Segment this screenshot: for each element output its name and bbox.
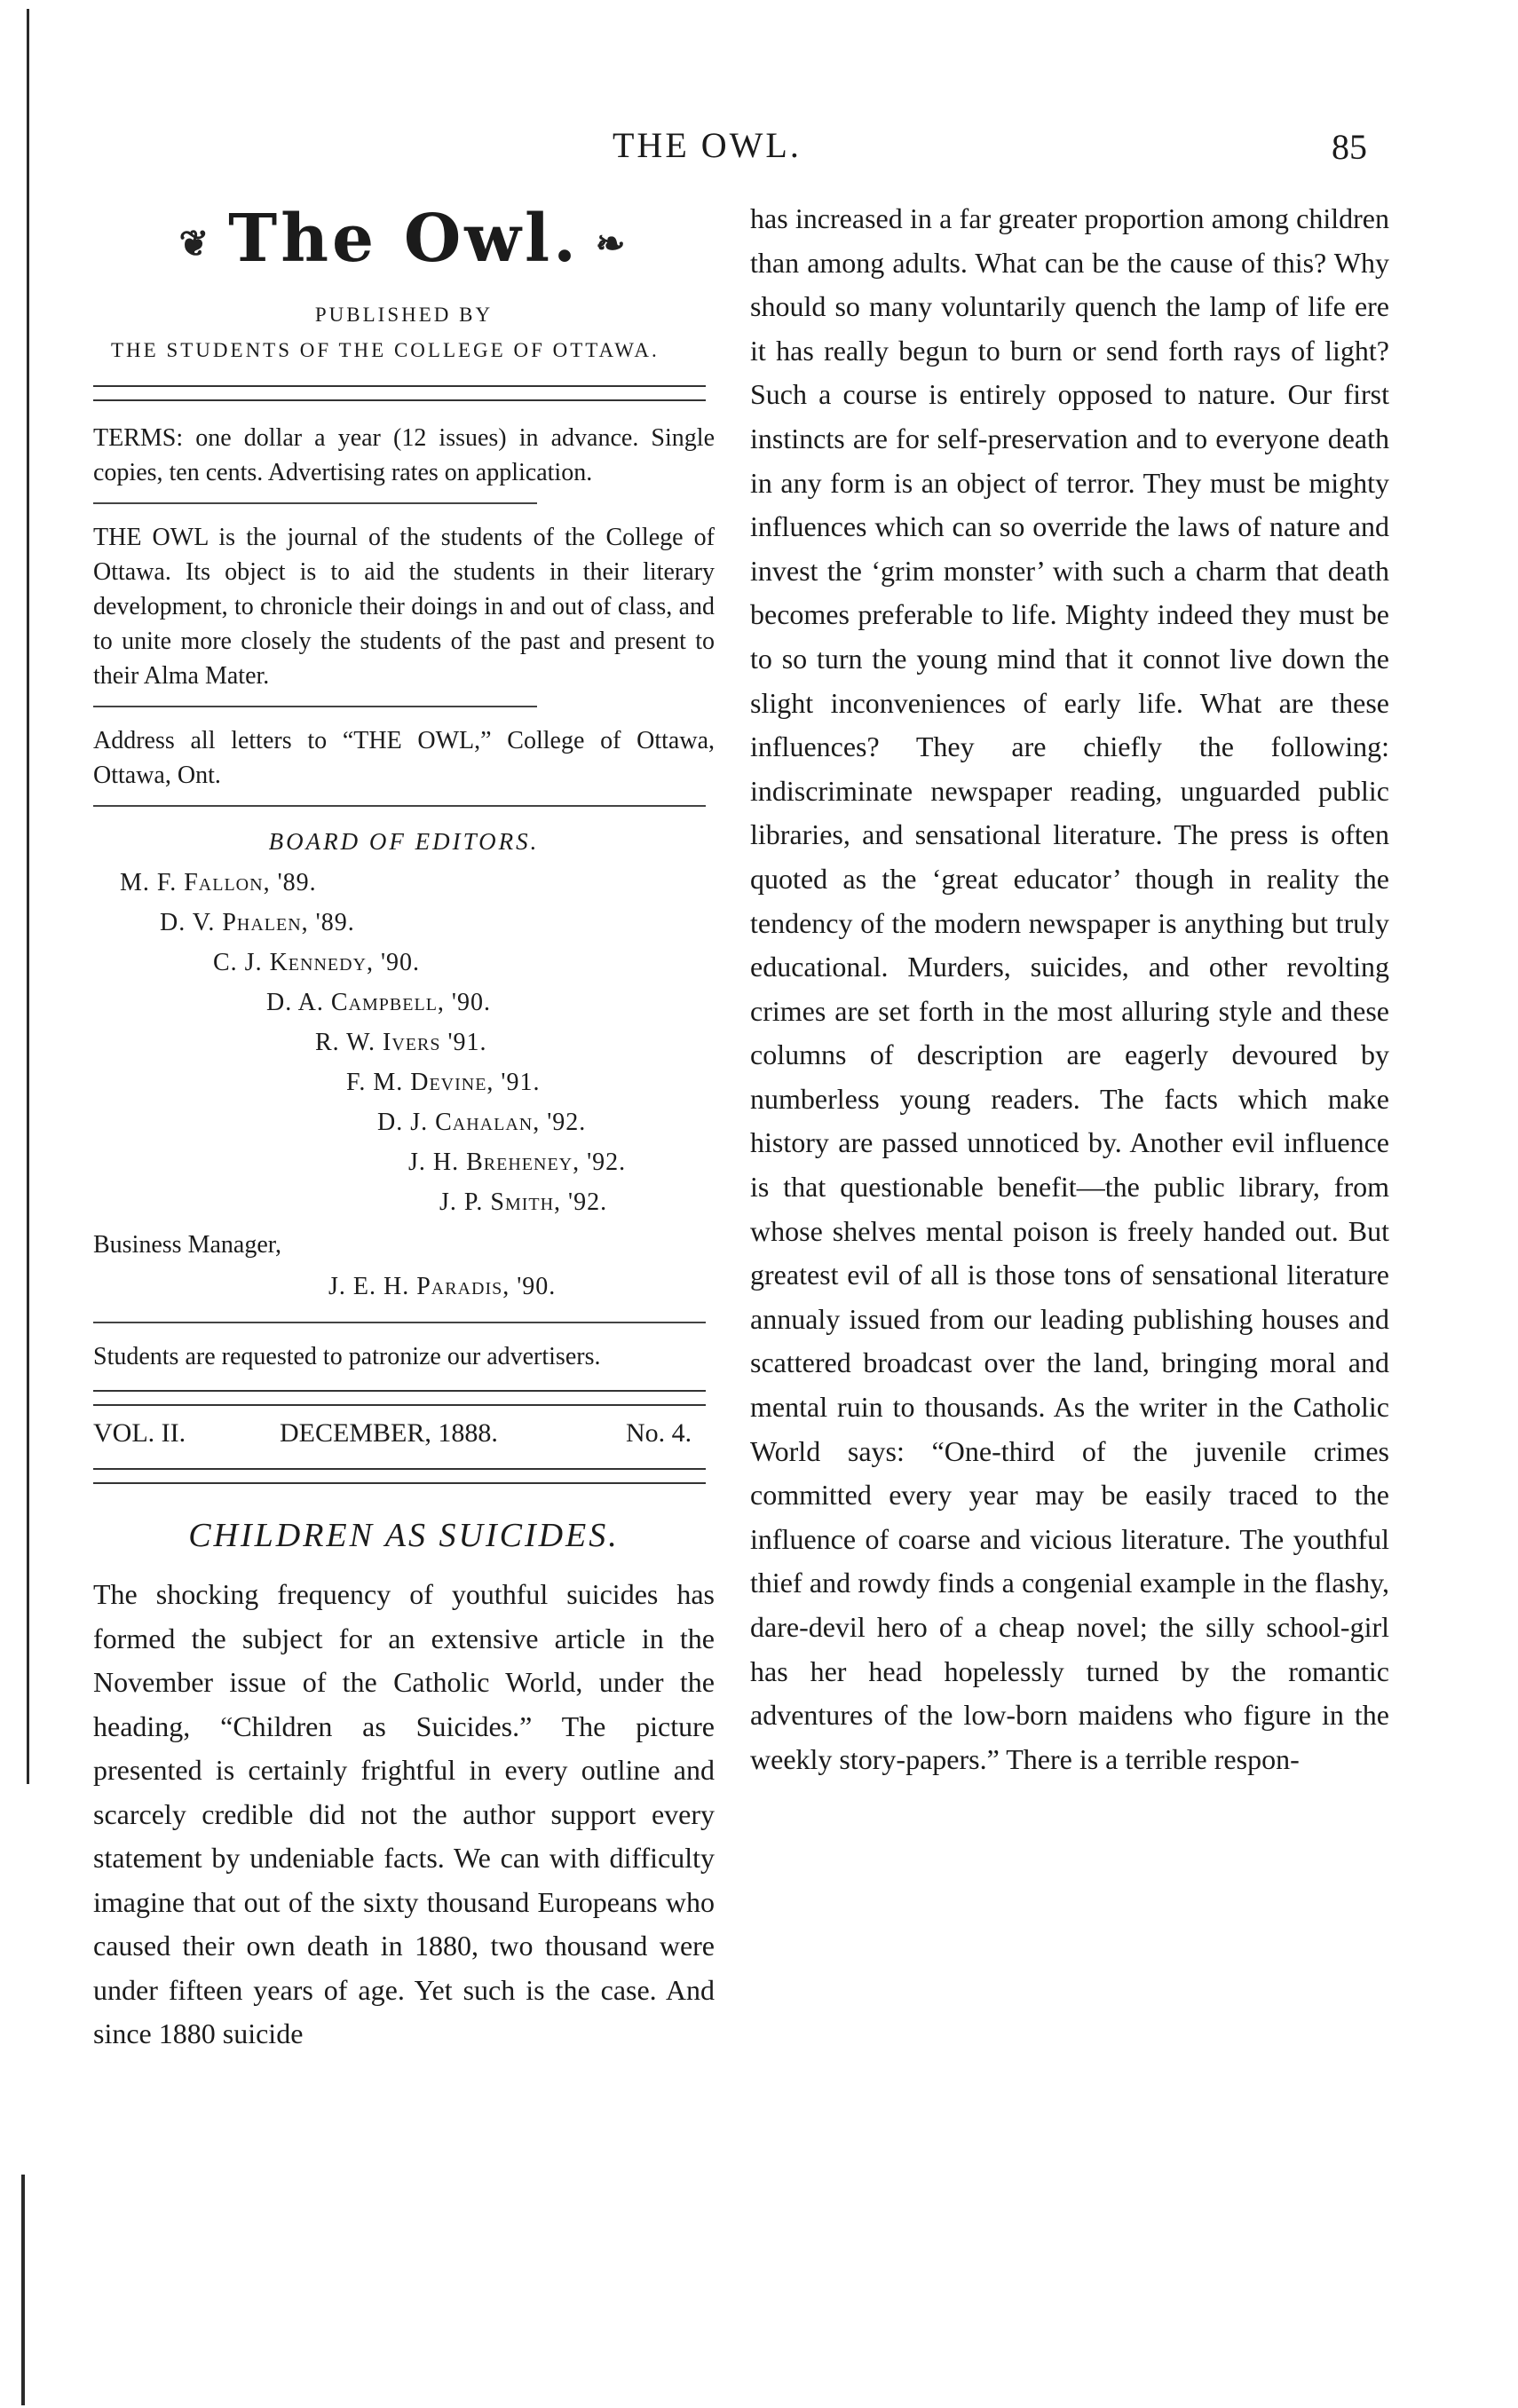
issue-line [93,1418,715,1463]
terms-text: TERMS: one dollar a year (12 issues) in advance. Single copies, ten cents. Advertising rates on application. [93,424,715,486]
volume: VOL. II. [93,1418,186,1448]
editor-name: J. P. Smith, '92. [439,1188,608,1216]
masthead [93,199,715,279]
editor-name: M. F. Fallon, '89. [120,869,317,896]
article-text-right: has increased in a far greater proportion among children than among adults. What can be the cause of this? Why should so many voluntarily quench the lamp of life ere it has really begun to burn or send forth rays of light? Such a course is entirely opposed to nature. Our first instincts are for self-preservation and to everyone death in any form is an object of terror. They must be mighty influences which can so override the laws of nature and invest the ‘grim monster’ with such a charm that death becomes preferable to life. Mighty indeed they must be to so turn the young mind that it connot live down the slight inconveniences of early life. What are these influences? They are chiefly the following: indiscriminate newspaper reading, unguarded public libraries, and sensational literature. The press is often quoted as the ‘great educator’ though in reality the tendency of the modern newspaper is anything but truly educational. Murders, suicides, and other revolting crimes are set forth in the most alluring style and these columns of description are eagerly devoured by numberless young readers. The facts which make history are passed unnoticed by. Another evil influence is that questionable benefit—the public library, from whose shelves mental poison is freely handed out. But greatest evil of all is those tons of sensational literature annualy issued from our leading publishing houses and scattered broadcast over the land, bringing moral and mental ruin to thousands. As the writer in the Catholic World says: “One-third of the juvenile crimes committed every year may be easily traced to the influence of coarse and vicious literature. The youthful thief and rowdy finds a congenial example in the flashy, dare-devil hero of a cheap novel; the silly school-girl has her head hopelessly turned by the romantic adventures of the low-born maidens who figure in the weekly story-papers.” There is a terrible respon- [750,202,1389,1775]
left-column [93,195,715,2057]
editor-name: R. W. Ivers '91. [315,1029,487,1056]
editor-name: J. H. Breheney, '92. [408,1149,627,1176]
editor-name: C. J. Kennedy, '90. [213,949,421,976]
rule [93,706,537,707]
editor-name: D. A. Campbell, '90. [266,989,491,1016]
double-rule [93,1390,706,1406]
running-head [0,124,1518,178]
rule [93,805,706,807]
masthead-title: The Owl. [228,201,580,277]
issue-number: No. 4. [626,1418,692,1448]
binding-rule-bottom [21,2175,25,2405]
published-by: PUBLISHED BY [314,304,494,326]
ornament-left-icon: ❦ [178,222,213,264]
double-rule [93,1468,706,1484]
rule [93,1322,706,1323]
business-manager-label: Business Manager, [93,1231,281,1259]
right-column [750,197,1389,1781]
ornament-right-icon: ❧ [595,222,629,264]
page-binding-edge [0,0,62,2408]
editor-name: D. J. Cahalan, '92. [377,1109,587,1136]
page-number: 85 [1332,127,1367,167]
publisher-line: THE STUDENTS OF THE COLLEGE OF OTTAWA. [111,339,660,361]
editor-list [93,863,715,1222]
editor-name: D. V. Phalen, '89. [160,909,355,936]
binding-rule [27,9,29,1784]
rule [93,502,537,504]
board-heading: BOARD OF EDITORS. [268,828,540,855]
about-text: THE OWL is the journal of the students of the College of Ottawa. Its object is to aid the students in their literary development, to chronicle their doings in and out of class, and to unite more closely the students of the past and present to their Alma Mater. [93,524,715,690]
editor-name: F. M. Devine, '91. [346,1069,541,1096]
double-rule [93,385,706,401]
address-text: Address all letters to “THE OWL,” College of Ottawa, Ottawa, Ont. [93,727,715,789]
issue-date: DECEMBER, 1888. [280,1418,498,1448]
article-title: CHILDREN AS SUICIDES. [188,1517,620,1554]
article-text-left: The shocking frequency of youthful suicides has formed the subject for an extensive article in the November issue of the Catholic World, under the heading, “Children as Suicides.” The picture presented is certainly frightful in every outline and scarcely credible did not the author support every statement by undeniable facts. We can with difficulty imagine that out of the sixty thousand Europeans who caused their own death in 1880, two thousand were under fifteen years of age. Yet such is the case. And since 1880 suicide [93,1578,715,2049]
business-manager-name: J. E. H. Paradis, '90. [328,1273,557,1300]
running-title: THE OWL. [613,125,802,165]
patronize-text: Students are requested to patronize our advertisers. [93,1343,601,1370]
